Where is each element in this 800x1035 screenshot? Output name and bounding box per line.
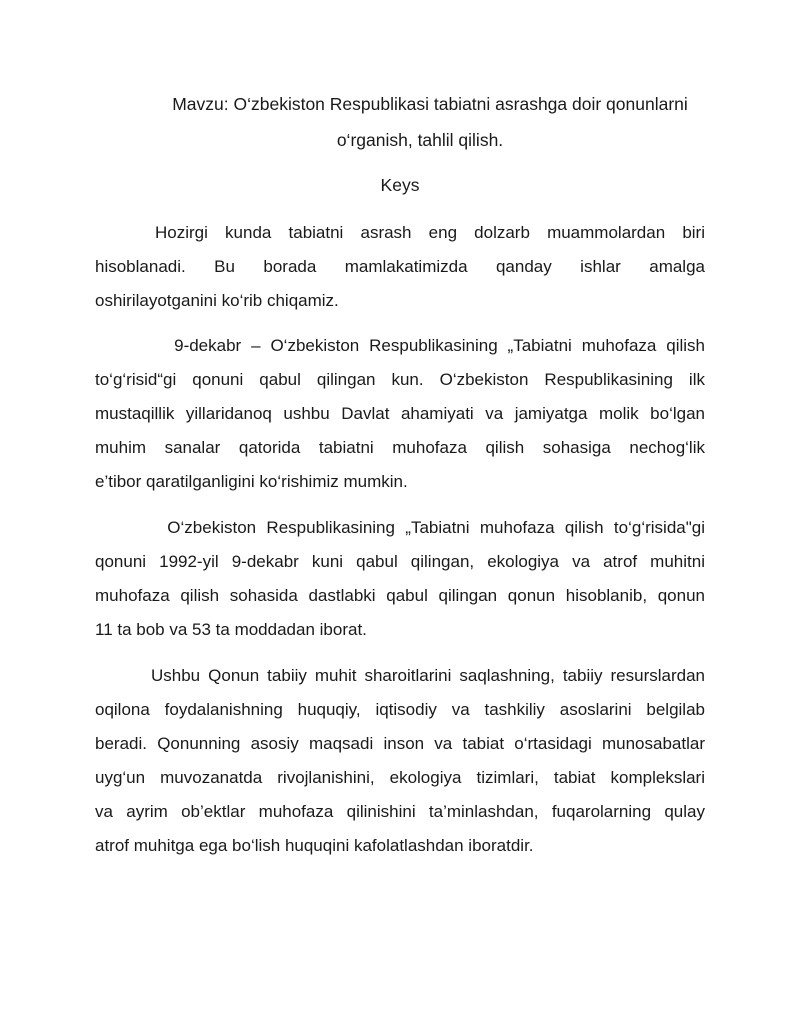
paragraph-line: Ushbu Qonun tabiiy muhit sharoitlarini saqlashning, tabiiy resurslardan — [95, 666, 705, 685]
paragraph-line: oqilona foydalanishning huquqiy, iqtisodiy va tashkiliy asoslarini belgilab — [95, 700, 705, 719]
paragraph-line: e’tibor qaratilganligini ko‘rishimiz mumkin. — [95, 472, 408, 491]
paragraph-line: to‘g‘risid“gi qonuni qabul qilingan kun. O‘zbekiston Respublikasining ilk — [95, 370, 705, 389]
document-subtitle: Keys — [380, 175, 420, 195]
paragraph-line: beradi. Qonunning asosiy maqsadi inson va tabiat o‘rtasidagi munosabatlar — [95, 734, 705, 753]
paragraph-line: uyg‘un muvozanatda rivojlanishini, ekologiya tizimlari, tabiat komplekslari — [95, 768, 705, 787]
paragraph-line: mustaqillik yillaridanoq ushbu Davlat ahamiyati va jamiyatga molik bo‘lgan — [95, 404, 705, 423]
paragraph-line: oshirilayotganini ko‘rib chiqamiz. — [95, 291, 339, 310]
paragraph-line: muhim sanalar qatorida tabiatni muhofaza qilish sohasiga nechog‘lik — [95, 438, 705, 457]
document-title-line-2: o‘rganish, tahlil qilish. — [336, 130, 504, 150]
paragraph-line: hisoblanadi. Bu borada mamlakatimizda qanday ishlar amalga — [95, 257, 705, 276]
paragraph-4 — [95, 659, 705, 863]
paragraph-line: atrof muhitga ega bo‘lish huquqini kafolatlashdan iboratdir. — [95, 836, 534, 855]
paragraph-line: va ayrim ob’ektlar muhofaza qilinishini ta’minlashdan, fuqarolarning qulay — [95, 802, 705, 821]
document-title-line-1: Mavzu: O‘zbekiston Respublikasi tabiatni asrashga doir qonunlarni — [172, 94, 688, 114]
paragraph-1 — [95, 216, 705, 318]
paragraph-line: 9-dekabr – O‘zbekiston Respublikasining „Tabiatni muhofaza qilish — [95, 336, 705, 355]
paragraph-line: O‘zbekiston Respublikasining „Tabiatni muhofaza qilish to‘g‘risida"gi — [95, 518, 705, 537]
paragraph-3 — [95, 511, 705, 647]
paragraph-line: Hozirgi kunda tabiatni asrash eng dolzarb muammolardan biri — [95, 223, 705, 242]
paragraph-line: muhofaza qilish sohasida dastlabki qabul qilingan qonun hisoblanib, qonun — [95, 586, 705, 605]
paragraph-line: 11 ta bob va 53 ta moddadan iborat. — [95, 620, 367, 639]
paragraph-line: qonuni 1992-yil 9-dekabr kuni qabul qilingan, ekologiya va atrof muhitni — [95, 552, 705, 571]
paragraph-2 — [95, 329, 705, 499]
